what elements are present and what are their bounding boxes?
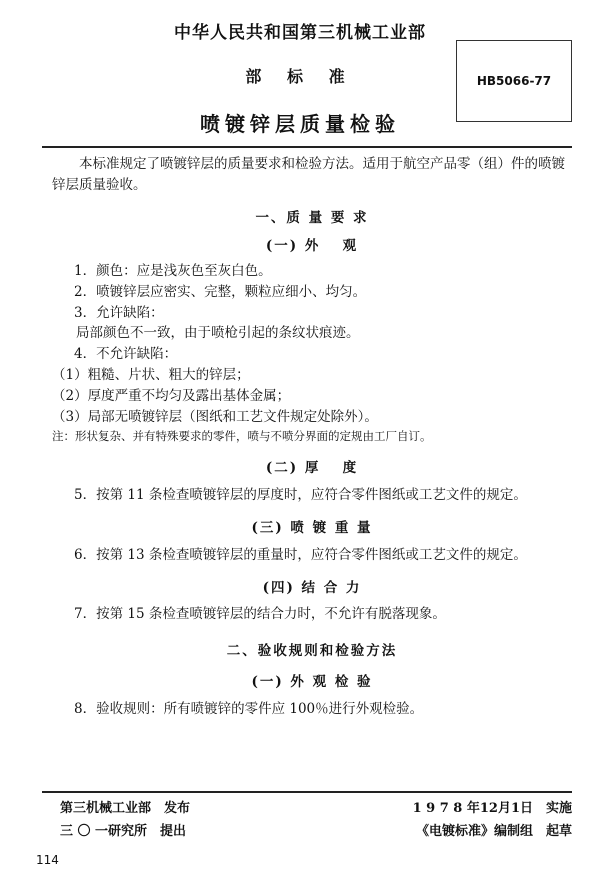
ministry-name: 中华人民共和国第三机械工业部 — [174, 23, 426, 43]
list-item: 局部颜色不一致，由于喷枪引起的条纹状痕迹。 — [76, 325, 360, 342]
clause-text: 8．验收规则：所有喷镀锌的零件应 100％进行外观检验。 — [74, 701, 424, 718]
list-item: （3）局部无喷镀锌层（图纸和工艺文件规定处除外）。 — [52, 409, 378, 426]
page-number: 114 — [36, 853, 59, 867]
footer — [60, 798, 572, 844]
section-heading: 一、质 量 要 求 — [255, 209, 369, 226]
document-title: 喷镀锌层质量检验 — [200, 112, 400, 136]
list-item: 3．允许缺陷： — [74, 304, 164, 321]
note-text: 注：形状复杂、并有特殊要求的零件，喷与不喷分界面的定规由工厂自订。 — [52, 429, 432, 444]
section-heading: 二、验收规则和检验方法 — [226, 643, 398, 660]
clause-text: 7．按第 15 条检查喷镀锌层的结合力时，不允许有脱落现象。 — [74, 606, 446, 623]
footer-divider — [42, 791, 572, 793]
clause-text: 6．按第 13 条检查喷镀锌层的重量时，应符合零件图纸或工艺文件的规定。 — [74, 546, 527, 563]
list-item: 4．不允许缺陷： — [74, 346, 178, 363]
standard-code: HB5066-77 — [476, 74, 552, 88]
subsection-heading: (三) 喷 镀 重 量 — [251, 519, 373, 536]
standard-type: 部 标 准 — [245, 67, 355, 86]
issuer: 第三机械工业部 发布 — [60, 801, 191, 816]
subsection-heading: (四) 结 合 力 — [262, 579, 362, 596]
footer-row — [60, 821, 572, 844]
effective-date: 1 9 7 8 年12月1日 实施 — [412, 801, 572, 816]
document-body — [52, 154, 572, 720]
list-item: 2．喷镀锌层应密实、完整，颗粒应细小、均匀。 — [74, 283, 367, 300]
list-item: （1）粗糙、片状、粗大的锌层； — [52, 367, 250, 384]
list-item: 1．颜色：应是浅灰色至灰白色。 — [74, 262, 272, 279]
list-item: （2）厚度严重不均匀及露出基体金属； — [52, 388, 291, 405]
footer-row — [60, 798, 572, 821]
drafting-group: 《电镀标准》编制组 起草 — [415, 823, 572, 839]
clause-text: 5．按第 11 条检查喷镀锌层的厚度时，应符合零件图纸或工艺文件的规定。 — [74, 486, 527, 503]
intro-paragraph: 本标准规定了喷镀锌层的质量要求和检验方法。适用于航空产品零（组）件的喷镀锌层质量验收。 — [52, 156, 565, 193]
subsection-heading: (一) 外 观 检 验 — [251, 674, 373, 691]
subsection-heading: (一) 外 观 — [265, 237, 359, 254]
standard-code-box — [456, 40, 572, 122]
proposing-institute: 三 〇 一研究所 提出 — [60, 823, 187, 839]
header-divider — [42, 146, 572, 148]
subsection-heading: (二) 厚 度 — [265, 459, 359, 476]
